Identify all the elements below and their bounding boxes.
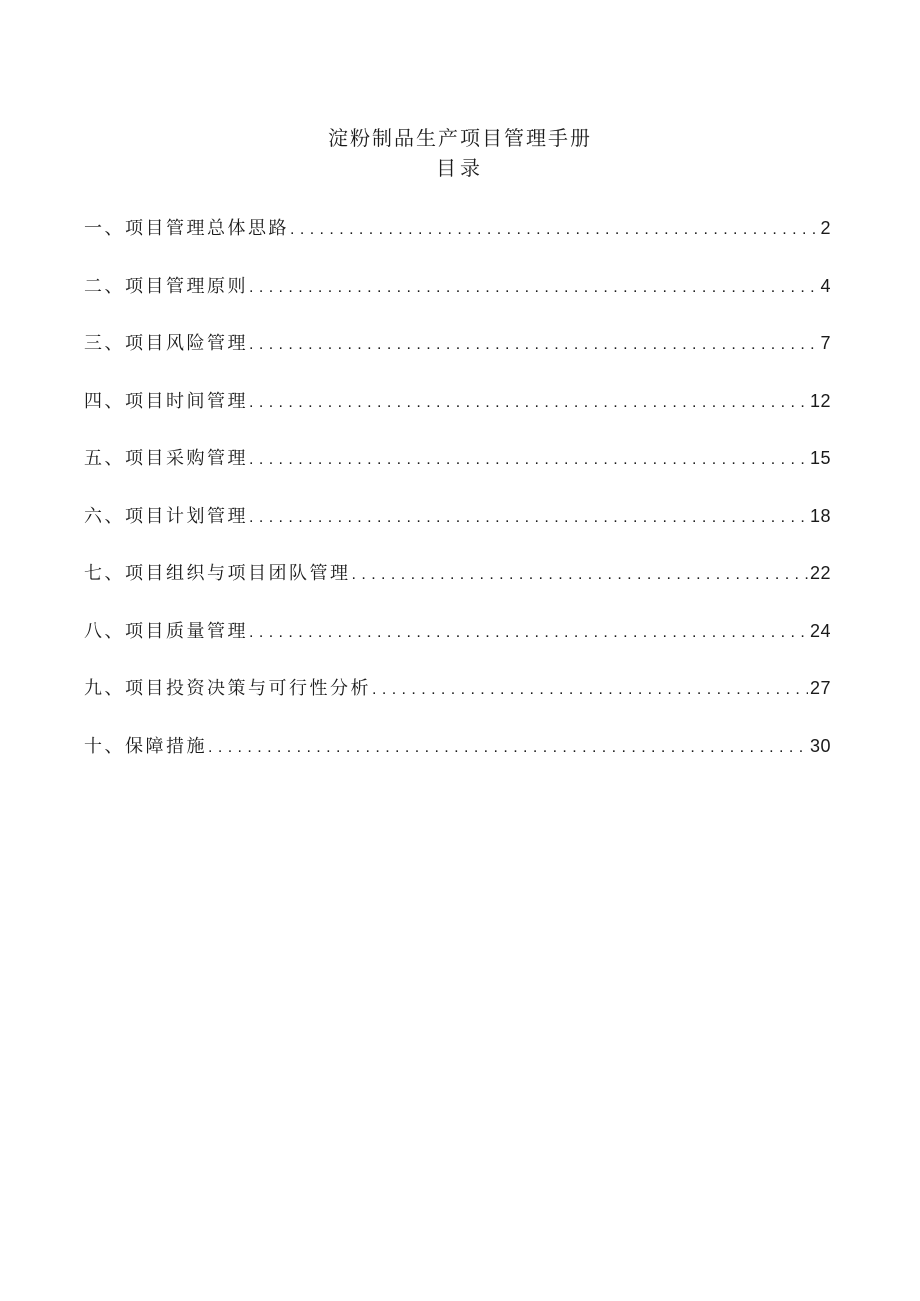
- toc-entry-5[interactable]: [84, 444, 831, 502]
- toc-entry-label: 六、项目计划管理: [84, 505, 248, 527]
- toc-entry-label: 三、项目风险管理: [84, 333, 248, 354]
- toc-entry-label: 四、项目时间管理: [84, 390, 248, 412]
- toc-dot-leader: [248, 619, 808, 647]
- toc-entry-label: 五、项目采购管理: [84, 448, 248, 469]
- toc-entry-label: 二、项目管理原则: [84, 275, 248, 297]
- toc-entry-page-number: 27: [809, 678, 831, 698]
- toc-entry-8[interactable]: [84, 617, 831, 675]
- toc-entry-6[interactable]: [84, 502, 831, 560]
- toc-entry-label: 八、项目质量管理: [84, 620, 248, 642]
- toc-dot-leader: [248, 446, 808, 474]
- toc-entry-9[interactable]: [84, 674, 831, 732]
- toc-entry-page-number: 30: [809, 735, 831, 756]
- toc-entry-label: 十、保障措施: [84, 735, 207, 757]
- toc-entry-page-number: 7: [820, 333, 831, 353]
- toc-dot-leader: [248, 274, 818, 302]
- toc-entry-label: 一、项目管理总体思路: [84, 218, 289, 239]
- toc-dot-leader: [207, 734, 808, 762]
- toc-entry-page-number: 24: [809, 620, 831, 641]
- toc-dot-leader: [248, 331, 818, 359]
- toc-entry-label: 九、项目投资决策与可行性分析: [84, 678, 371, 699]
- document-title: 淀粉制品生产项目管理手册: [328, 126, 592, 150]
- toc-entry-1[interactable]: [84, 214, 831, 272]
- toc-entry-4[interactable]: [84, 387, 831, 445]
- toc-dot-leader: [289, 216, 818, 244]
- table-of-contents: [84, 214, 831, 789]
- toc-entry-page-number: 15: [809, 448, 831, 468]
- toc-dot-leader: [351, 561, 808, 589]
- toc-entry-page-number: 22: [809, 563, 831, 583]
- toc-dot-leader: [248, 389, 808, 417]
- toc-entry-page-number: 12: [809, 390, 831, 411]
- toc-entry-7[interactable]: [84, 559, 831, 617]
- toc-entry-page-number: 4: [820, 275, 831, 296]
- toc-entry-3[interactable]: [84, 329, 831, 387]
- toc-entry-2[interactable]: [84, 272, 831, 330]
- toc-entry-label: 七、项目组织与项目团队管理: [84, 563, 351, 584]
- toc-entry-page-number: 18: [809, 505, 831, 526]
- toc-entry-page-number: 2: [820, 218, 831, 238]
- toc-entry-10[interactable]: [84, 732, 831, 790]
- toc-heading: 目录: [436, 156, 484, 180]
- toc-dot-leader: [371, 676, 808, 704]
- toc-dot-leader: [248, 504, 808, 532]
